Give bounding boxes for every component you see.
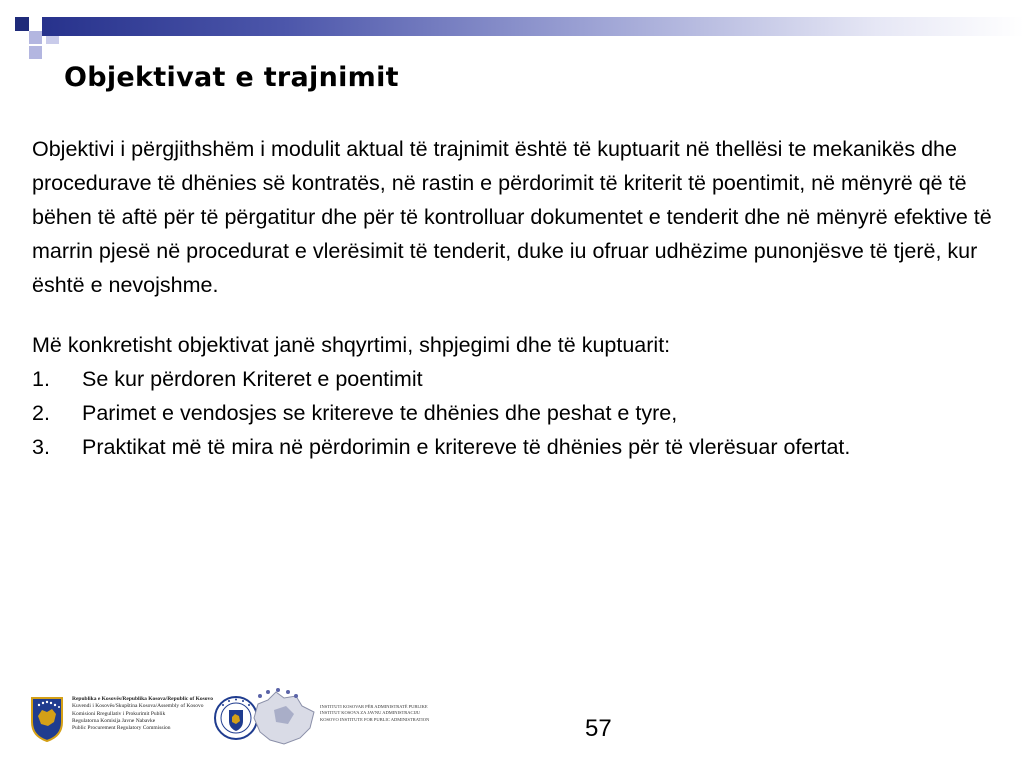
institute-text bbox=[320, 704, 430, 723]
org-line: Republika e Kosovës/Republika Kosova/Republic of Kosovo bbox=[72, 696, 214, 702]
institute-logo-icon bbox=[248, 688, 320, 748]
slide-title: Objektivat e trajnimit bbox=[64, 62, 399, 93]
institute-logo bbox=[248, 688, 430, 748]
org-line: Public Procurement Regulatory Commission bbox=[72, 725, 171, 732]
list-heading: Më konkretisht objektivat janë shqyrtimi, shpjegimi dhe të kuptuarit: bbox=[32, 333, 671, 357]
page-number: 57 bbox=[585, 715, 612, 742]
list-item-number: 3. bbox=[32, 435, 50, 459]
decor-square-lavender bbox=[29, 46, 42, 59]
kosovo-emblem-icon bbox=[30, 696, 64, 742]
list-item bbox=[32, 396, 997, 430]
list-item-text: Se kur përdoren Kriteret e poentimit bbox=[82, 367, 423, 391]
decor-square-lavender bbox=[29, 31, 42, 44]
list-item-number: 1. bbox=[32, 367, 50, 391]
list-item-number: 2. bbox=[32, 401, 50, 425]
list-item-text: Praktikat më të mira në përdorimin e kritereve të dhënies për të vlerësuar ofertat. bbox=[82, 435, 851, 459]
org-line: Regulatorna Komisija Javne Nabavke bbox=[72, 717, 156, 724]
top-gradient-bar bbox=[42, 17, 1024, 36]
paragraph-spacer bbox=[32, 302, 997, 328]
institute-line: KOSOVO INSTITUTE FOR PUBLIC ADMINISTRATION bbox=[320, 716, 430, 722]
org-line: Komisioni Rregullativ i Prokurimit Publik bbox=[72, 710, 166, 717]
list-item bbox=[32, 362, 997, 396]
org-text bbox=[72, 696, 214, 732]
footer-logos bbox=[30, 688, 430, 748]
list-item bbox=[32, 430, 997, 464]
objectives-list bbox=[32, 362, 997, 464]
decor-square-navy bbox=[15, 17, 29, 31]
list-item-text: Parimet e vendosjes se kritereve te dhënies dhe peshat e tyre, bbox=[82, 401, 678, 425]
org-line: Kuvendi i Kosovës/Skupština Kosova/Assembly of Kosovo bbox=[72, 703, 204, 710]
intro-paragraph: Objektivi i përgjithshëm i modulit aktual të trajnimit është të kuptuarit në thellësi te mekanikës dhe procedurave të dhënies së kontratës, në rastin e përdorimit të kriterit të poentimit, në mënyrë që të bëhen të aftë për të përgatitur dhe për të kontrolluar dokumentet e tenderit dhe në mënyrë efektive të marrin pjesë në procedurat e vlerësimit të tenderit, duke iu ofruar udhëzime punonjësve të tjerë, kur është e nevojshme. bbox=[32, 137, 992, 297]
institute-line: INSTITUTI KOSOVAR PËR ADMINISTRATË PUBLIKE bbox=[320, 704, 428, 709]
slide-content bbox=[32, 132, 997, 464]
institute-line: INSTITUT KOSOVA ZA JAVNU ADMINISTRACIJU bbox=[320, 710, 421, 716]
